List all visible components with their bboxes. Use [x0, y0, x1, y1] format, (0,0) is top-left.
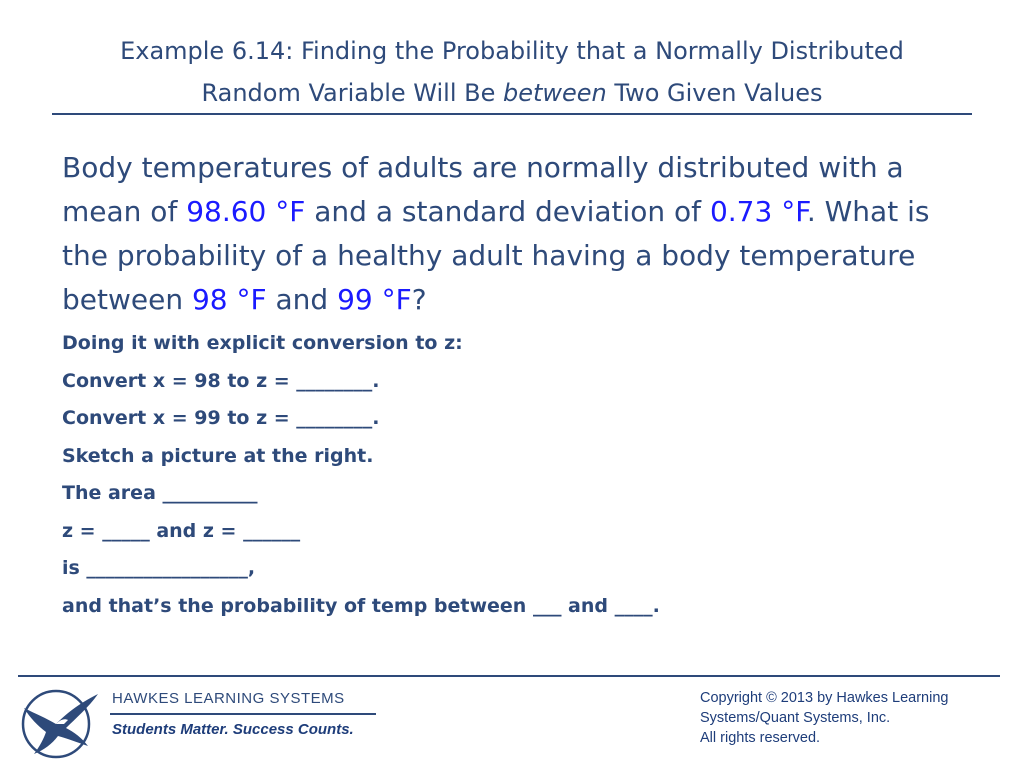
step-sketch: Sketch a picture at the right.	[62, 444, 374, 467]
problem-text-1: Body temperatures of adults are normally distributed with a mean of	[62, 151, 904, 228]
solution-steps	[62, 325, 962, 625]
step-area: The area __________	[62, 482, 258, 504]
title-line-2	[50, 72, 974, 114]
mean-value: 98.60 °F	[186, 195, 306, 228]
copyright-line-1: Copyright © 2013 by Hawkes Learning	[700, 690, 949, 706]
step-z-bounds: z = _____ and z = ______	[62, 519, 301, 542]
step-heading: Doing it with explicit conversion to z:	[62, 332, 463, 354]
footer-divider	[18, 675, 1000, 677]
title-emphasis: between	[502, 79, 607, 107]
upper-bound-value: 99 °F	[337, 283, 412, 316]
copyright-notice	[700, 688, 1010, 748]
brand-underline	[110, 713, 376, 715]
problem-text-2: and a standard deviation of	[305, 195, 710, 228]
brand-tagline: Students Matter. Success Counts.	[112, 721, 354, 738]
step-convert-98: Convert x = 98 to z = ________.	[62, 369, 380, 392]
step-is: is _________________,	[62, 557, 256, 579]
problem-statement	[62, 146, 962, 322]
slide-title	[50, 30, 974, 114]
title-line-2-end: Two Given Values	[606, 79, 823, 107]
copyright-line-3: All rights reserved.	[700, 730, 821, 746]
title-divider	[52, 113, 972, 115]
hawk-logo-icon	[16, 684, 102, 760]
lower-bound-value: 98 °F	[191, 283, 267, 316]
problem-text-3: . What is the probability of a healthy adult having a body temperature between	[62, 195, 930, 316]
step-conclusion: and that’s the probability of temp between ___ and ____.	[62, 594, 660, 617]
problem-text-4: and	[266, 283, 338, 316]
step-convert-99: Convert x = 99 to z = ________.	[62, 407, 380, 429]
title-line-1: Example 6.14: Finding the Probability that a Normally Distributed	[120, 37, 904, 65]
problem-text-5: ?	[411, 283, 427, 316]
copyright-line-2: Systems/Quant Systems, Inc.	[700, 710, 891, 726]
title-line-2-start: Random Variable Will Be	[201, 79, 503, 107]
brand-name: HAWKES LEARNING SYSTEMS	[112, 690, 345, 707]
sd-value: 0.73 °F	[709, 195, 807, 228]
